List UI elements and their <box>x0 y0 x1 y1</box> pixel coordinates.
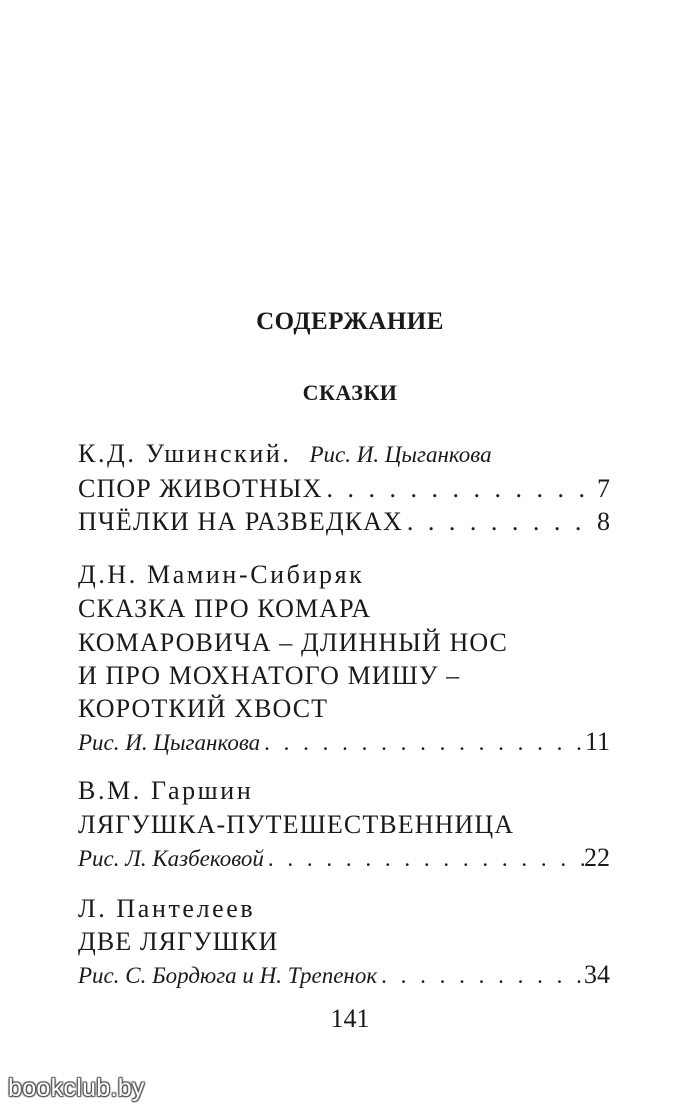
dot-leader <box>377 959 584 993</box>
story-title-line[interactable]: ДВЕ ЛЯГУШКИ <box>78 927 279 956</box>
story-title: ПЧЁЛКИ НА РАЗВЕДКАХ <box>78 507 403 536</box>
story-title-line[interactable]: СКАЗКА ПРО КОМАРА <box>78 594 372 623</box>
toc-credit-entry <box>78 725 610 759</box>
dot-leader <box>322 472 597 506</box>
section-title: СКАЗКИ <box>302 380 398 405</box>
illustrator-credit: Рис. И. Цыганкова <box>309 442 492 467</box>
dot-leader <box>260 726 585 760</box>
entry-author <box>78 437 610 471</box>
page-number: 141 <box>330 1004 370 1033</box>
page-ref: 34 <box>584 960 610 989</box>
illustrator-credit: Рис. Л. Казбековой <box>78 846 264 871</box>
story-title-line[interactable]: КОМАРОВИЧА – ДЛИННЫЙ НОС <box>78 628 508 657</box>
watermark: bookclub.by <box>8 1074 145 1102</box>
entry-author <box>78 892 610 926</box>
page-ref: 22 <box>584 843 610 872</box>
illustrator-credit: Рис. С. Бордюга и Н. Трепенок <box>78 963 378 988</box>
story-title: СПОР ЖИВОТНЫХ <box>78 474 323 503</box>
toc-entry[interactable] <box>78 505 610 539</box>
illustrator-credit: Рис. И. Цыганкова <box>78 730 261 755</box>
page-ref: 11 <box>584 727 610 756</box>
entry-author <box>78 774 610 808</box>
dot-leader <box>264 842 584 876</box>
story-title-line[interactable]: КОРОТКИЙ ХВОСТ <box>78 694 329 723</box>
toc-credit-entry <box>78 958 610 992</box>
entry-author <box>78 558 610 592</box>
toc-entry[interactable] <box>78 472 610 506</box>
contents-title: СОДЕРЖАНИЕ <box>256 308 444 335</box>
page-ref: 8 <box>597 507 610 536</box>
page-ref: 7 <box>597 474 610 503</box>
story-title-line[interactable]: ЛЯГУШКА-ПУТЕШЕСТВЕННИЦА <box>78 810 515 839</box>
author-name: В.М. Гаршин <box>78 776 254 805</box>
author-name: Д.Н. Мамин-Сибиряк <box>78 560 365 589</box>
toc-credit-entry <box>78 841 610 875</box>
author-name: К.Д. Ушинский. <box>78 439 292 468</box>
dot-leader <box>403 505 597 539</box>
author-name: Л. Пантелеев <box>78 894 256 923</box>
story-title-line[interactable]: И ПРО МОХНАТОГО МИШУ – <box>78 661 461 690</box>
